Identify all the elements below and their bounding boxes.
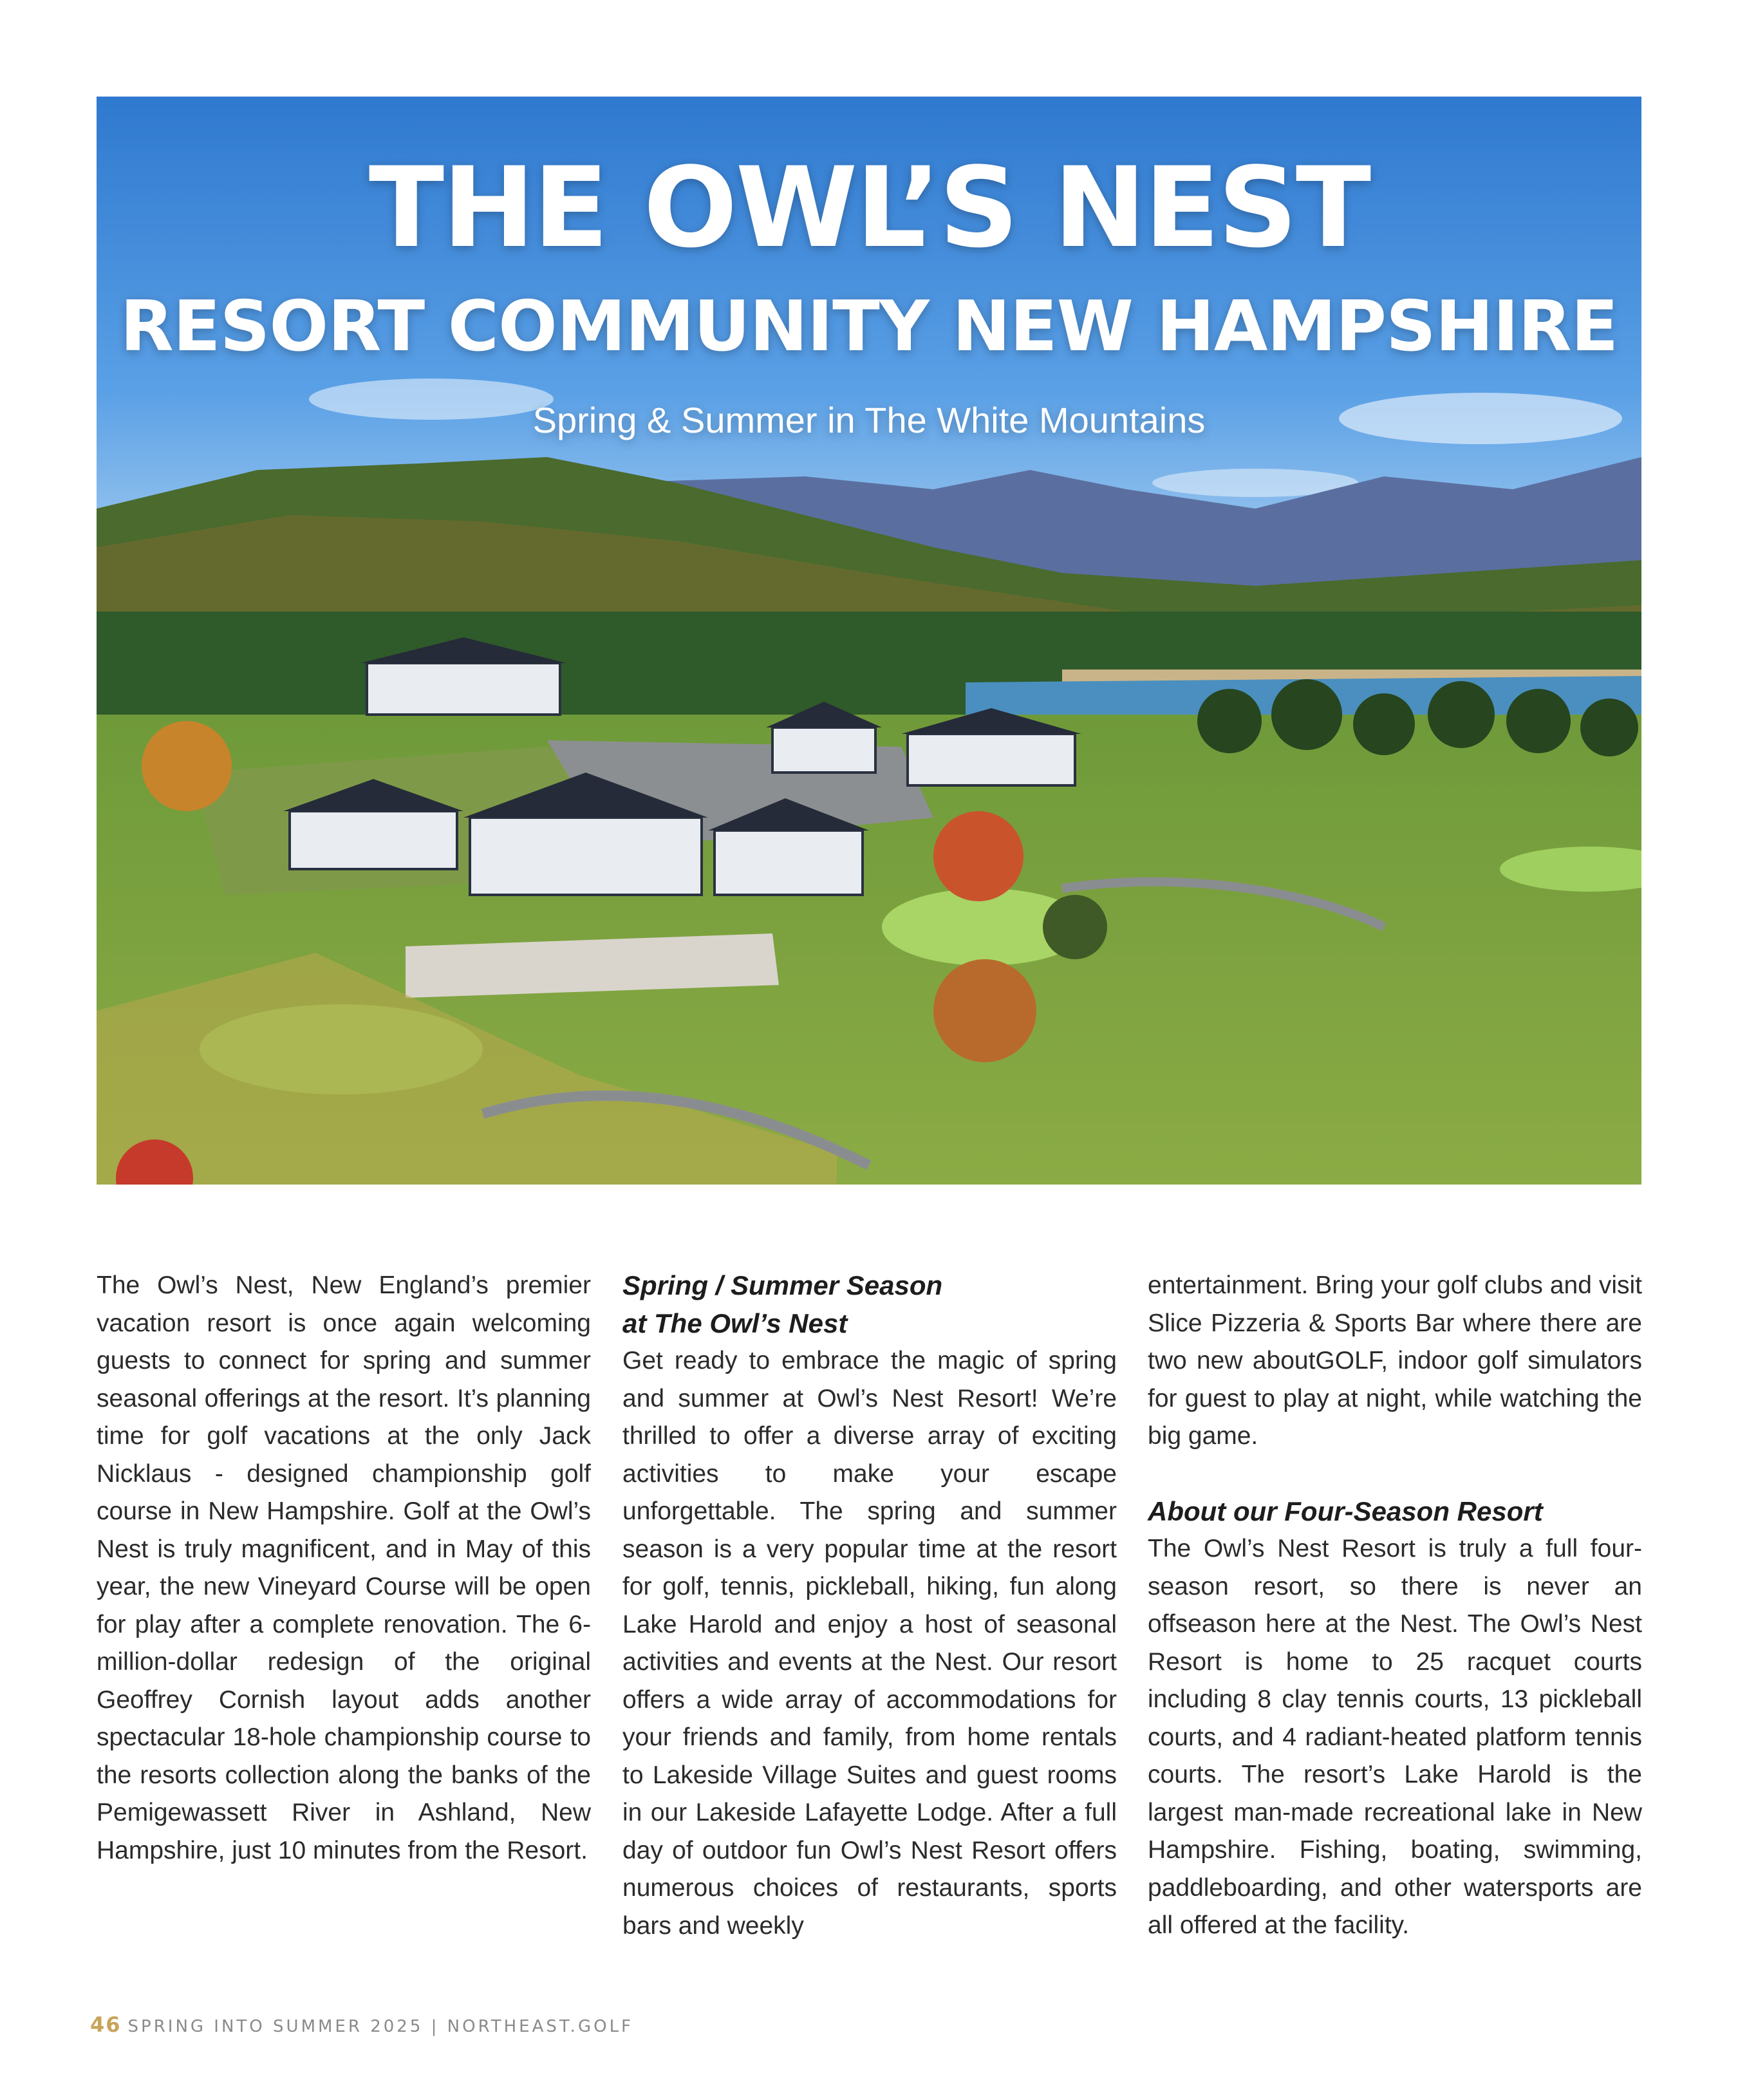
page-number: 46	[90, 2012, 122, 2037]
section-heading: About our Four-Season Resort	[1148, 1495, 1543, 1526]
article-paragraph: entertainment. Bring your golf clubs and visit Slice Pizzeria & Sports Bar where there are two new aboutGOLF, indoor golf simulators for guest to play at night, while watching the big game.	[1148, 1271, 1642, 1450]
footer-text: SPRING INTO SUMMER 2025 | NORTHEAST.GOLF	[127, 2017, 634, 2036]
paragraph-spacer	[1148, 1456, 1642, 1493]
section-heading: at The Owl’s Nest	[622, 1308, 848, 1338]
hero-tagline: Spring & Summer in The White Mountains	[532, 400, 1206, 440]
article-paragraph: The Owl’s Nest, New England’s premier vacation resort is once again welcoming guests to connect for spring and summer seasonal offerings at the resort. It’s planning time for golf vacations at the only Jack Nicklaus - designed championship golf course in New Hampshire. Golf at the Owl’s Nest is truly magnificent, and in May of this year, the new Vineyard Course will be open for play after a complete renovation. The 6-million-dollar redesign of the original Geoffrey Cornish layout adds another spectacular 18-hole championship course to the resorts collection along the banks of the Pemigewassett River in Ashland, New Hampshire, just 10 minutes from the Resort.	[97, 1271, 591, 1864]
article-column-3	[1148, 1267, 1642, 1945]
hero-title: THE OWL’S NEST	[368, 143, 1370, 272]
article-paragraph: The Owl’s Nest Resort is truly a full four-season resort, so there is never an offseason here at the Nest. The Owl’s Nest Resort is home to 25 racquet courts including 8 clay tennis courts, 13 pickleball courts, and 4 radiant-heated platform tennis courts. The resort’s Lake Harold is the largest man-made recreational lake in New Hampshire. Fishing, boating, swimming, paddleboarding, and other watersports are all offered at the facility.	[1148, 1535, 1642, 1939]
hero-subtitle: RESORT COMMUNITY NEW HAMPSHIRE	[120, 286, 1618, 367]
hero-photo	[97, 97, 1641, 1185]
page-footer	[90, 2012, 633, 2037]
article-paragraph: Get ready to embrace the magic of spring and summer at Owl’s Nest Resort! We’re thrilled to offer a diverse array of exciting activities to make your escape unforgettable. The spring and summer season is a very popular time at the resort for golf, tennis, pickleball, hiking, fun along Lake Harold and enjoy a host of seasonal activities and events at the Nest. Our resort offers a wide array of accommodations for your friends and family, from home rentals to Lakeside Village Suites and guest rooms in our Lakeside Lafayette Lodge. After a full day of outdoor fun Owl’s Nest Resort offers numerous choices of restaurants, sports bars and weekly	[622, 1347, 1117, 1940]
section-heading: Spring / Summer Season	[622, 1270, 943, 1300]
article-column-2	[622, 1267, 1117, 1945]
article-column-1	[97, 1267, 591, 1870]
